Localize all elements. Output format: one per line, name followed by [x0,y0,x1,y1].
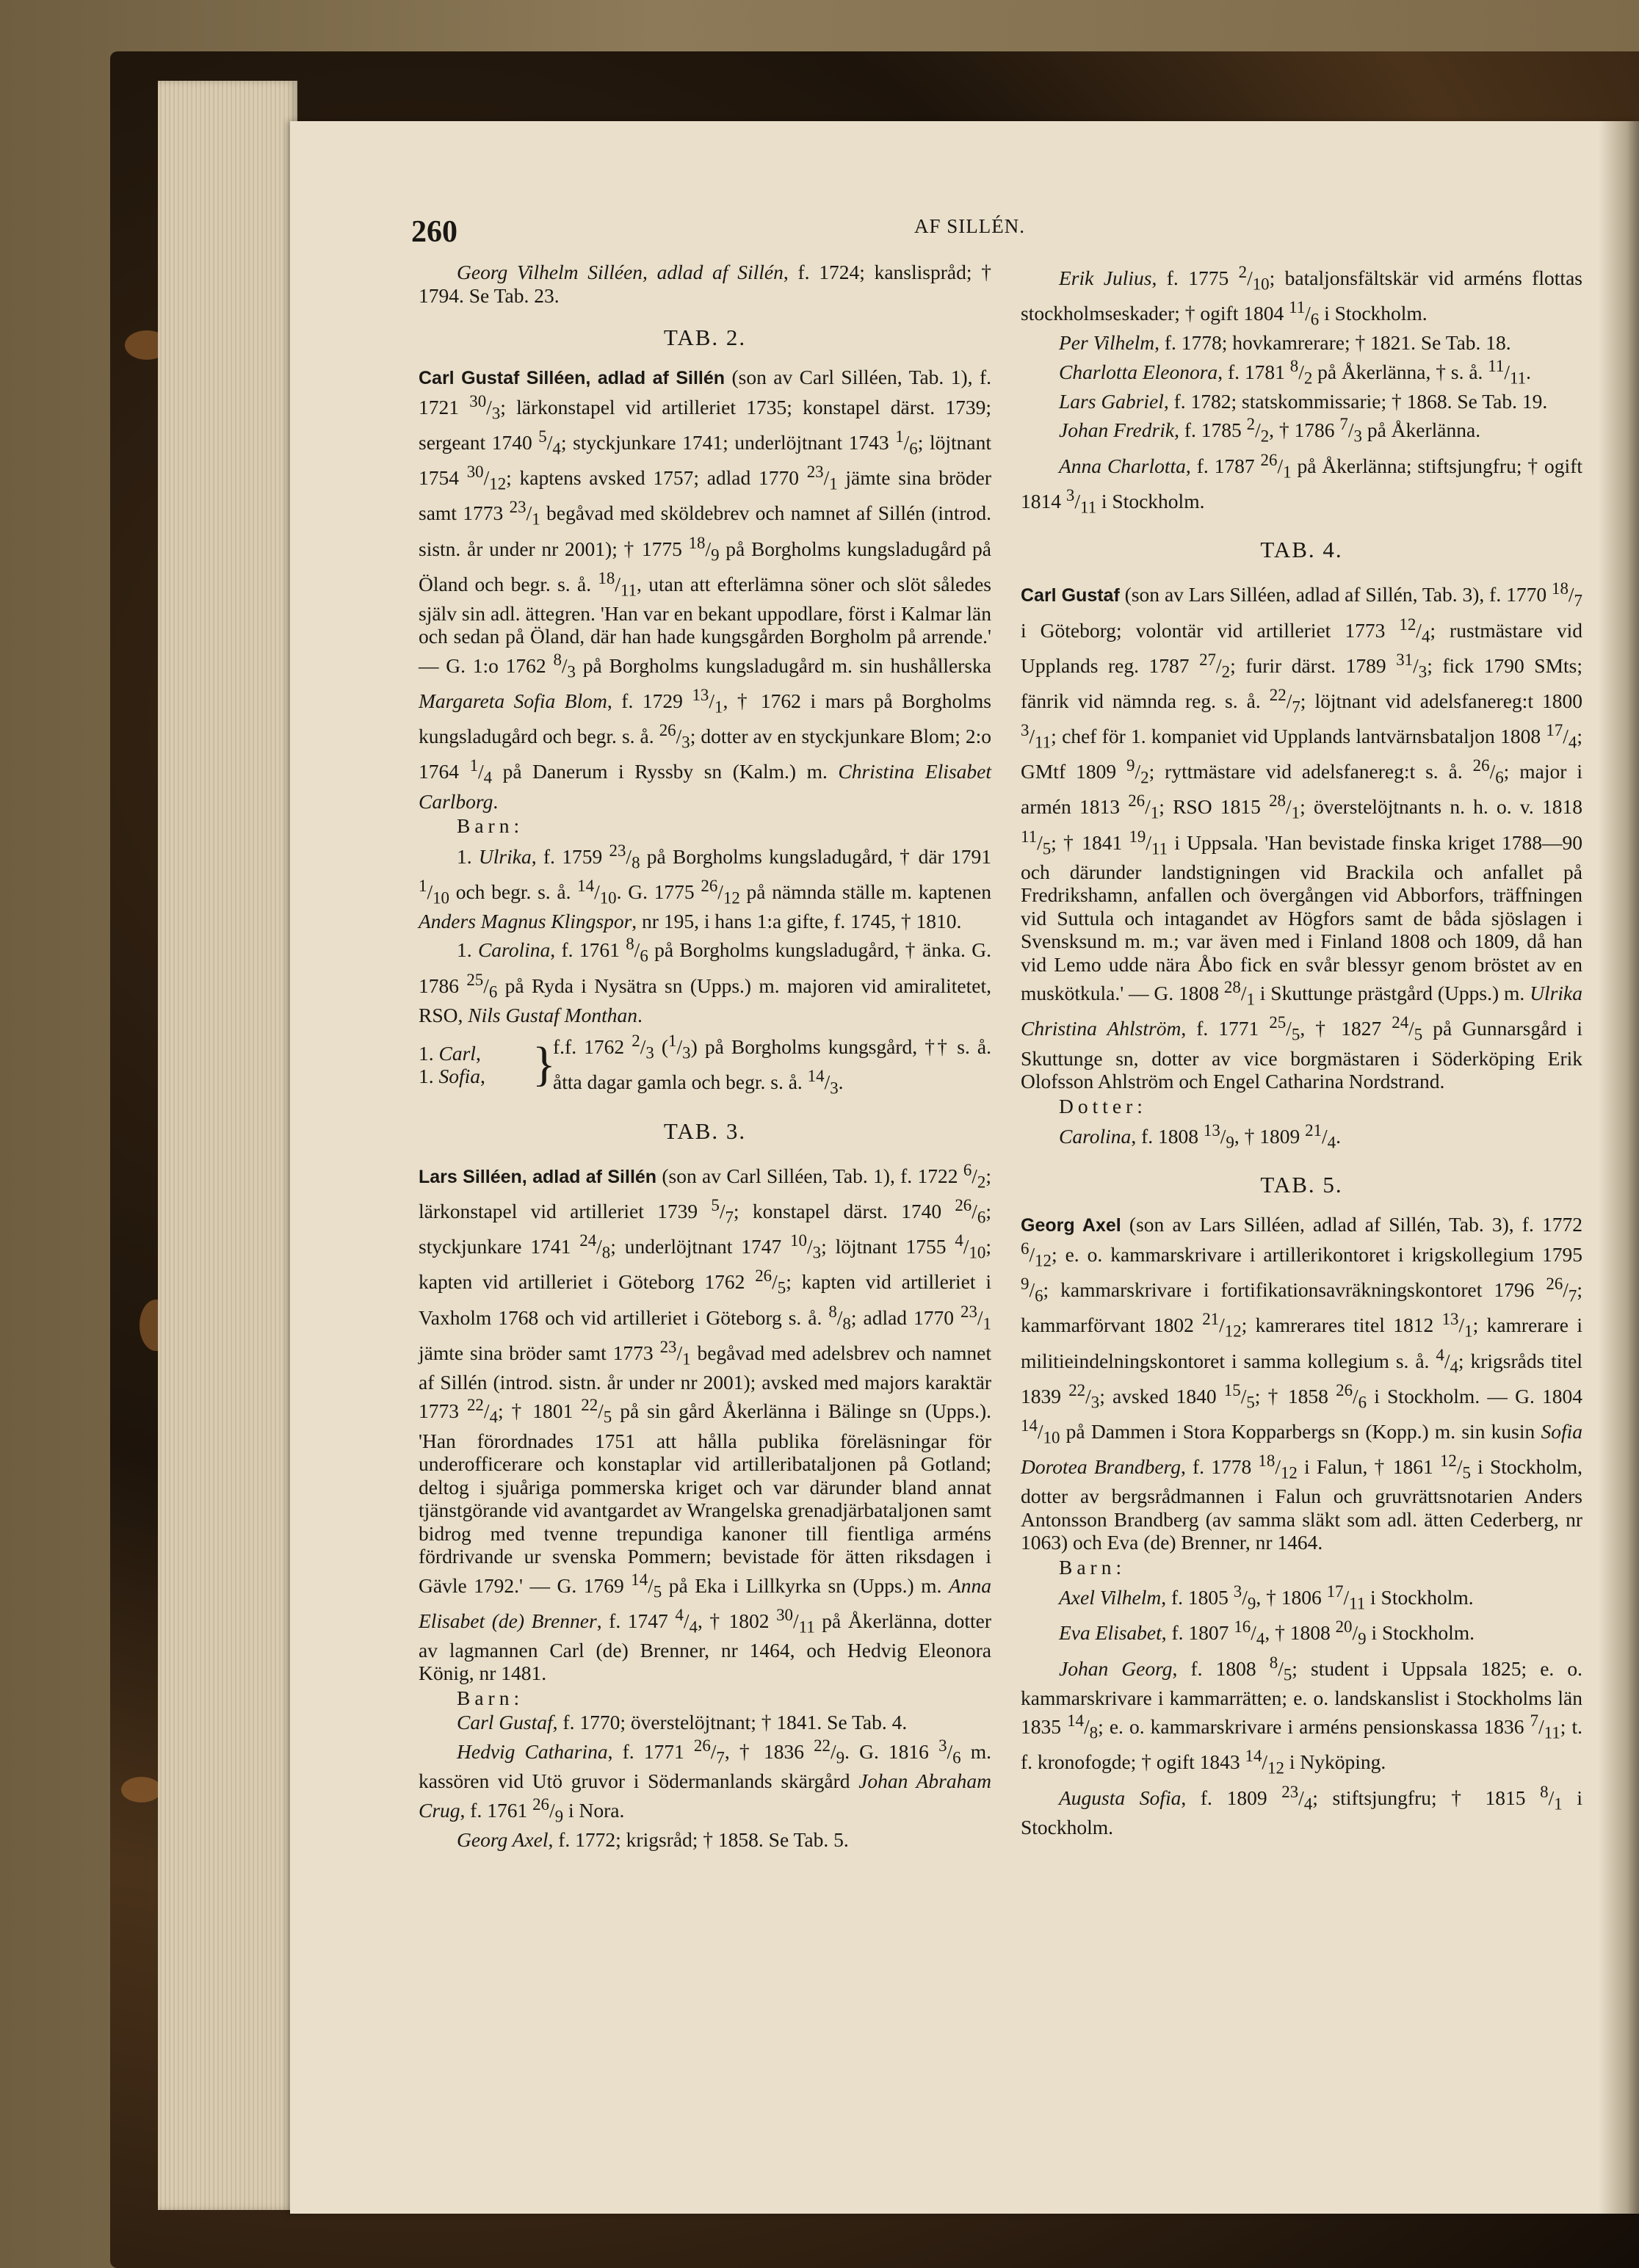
genealogy-entry: Axel Vilhelm, f. 1805 $^3/_9$, † 1806 $^{17}/_{11}$ i Stockholm. [1059,1582,1474,1613]
genealogy-entry: Carl Gustaf, f. 1770; överstelöjtnant; † 1841. Se Tab. 4. [457,1711,908,1734]
genealogy-entry: Augusta Sofia, f. 1809 $^{23}/_4$; stiftsjungfru; † 1815 $^8/_1$ i Stockholm. [1021,1782,1582,1838]
genealogy-entry: Charlotta Eleonora, f. 1781 $^8/_2$ på Åkerlänna, † s. å. $^{11}/_{11}$. [1059,356,1531,388]
right-column [1021,261,1582,1838]
marble-pattern [121,1777,162,1803]
genealogy-entry: Johan Georg, f. 1808 $^8/_5$; student i Uppsala 1825; e. o. kammarskrivare i kammarrätten; e. o. landskanslist i Stockholms län 1835 $^{14}/_8$; e. o. kammarskrivare i arméns pensionskassa 1836 $^7/_{11}$; t. f. kronofogde; † ogift 1843 $^{14}/_{12}$ i Nyköping. [1021,1653,1583,1778]
page-number: 260 [411,215,457,249]
genealogy-entry: Hedvig Catharina, f. 1771 $^{26}/_7$, † 1836 $^{22}/_9$. G. 1816 $^3/_6$ m. kassören vid Utö gruvor i Södermanlands skärgård Johan Abraham Crug, f. 1761 $^{26}/_9$ i Nora. [419,1736,991,1826]
genealogy-entry: Georg Axel (son av Lars Silléen, adlad af Sillén, Tab. 3), f. 1772 $^6/_{12}$; e. o. kammarskrivare i artillerikontoret i krigskollegium 1795 $^9/_6$; kammarskrivare i fortifikationsavräkningskontoret 1796 $^{26}/_7$; kammarförvant 1802 $^{21}/_{12}$; kamrerares titel 1812 $^{13}/_1$; kamrerare i militieindelningskontoret i samma kollegium s. å. $^4/_4$; krigsråds titel 1839 $^{22}/_3$; avsked 1840 $^{15}/_5$; † 1858 $^{26}/_6$ i Stockholm. — G. 1804 $^{14}/_{10}$ på Dammen i Stora Kopparbergs sn (Kopp.) m. sin kusin Sofia Dorotea Brandberg, f. 1778 $^{18}/_{12}$ i Falun, † 1861 $^{12}/_5$ i Stockholm, dotter av bergsrådmannen i Falun och gruvrättsnotarien Anders Antonsson Brandberg (av samma släkt som adl. ätten Cederberg, nr 1063) och Eva (de) Brenner, nr 1464. [1021,1212,1583,1554]
genealogy-entry: Carolina, f. 1808 $^{13}/_9$, † 1809 $^{21}/_4$. [1059,1121,1341,1152]
children-heading: Barn: [457,814,524,838]
left-column [419,261,991,1851]
genealogy-entry: 1. Carolina, f. 1761 $^8/_6$ på Borgholms kungsladugård, † änka. G. 1786 $^{25}/_6$ på Ryda i Nysätra sn (Upps.) m. majoren vid amiralitetet, RSO, Nils Gustaf Monthan. [419,935,992,1026]
page-edges [158,81,297,2210]
children-heading: Barn: [457,1686,524,1709]
table-heading: TAB. 2. [663,325,747,350]
genealogy-entry: Per Vilhelm, f. 1778; hovkamrerare; † 1821. Se Tab. 18. [1059,331,1511,355]
table-heading: TAB. 4. [1260,536,1343,562]
page-gutter-shadow [1599,121,1639,2214]
genealogy-entry: Carl Gustaf Silléen, adlad af Sillén (son av Carl Silléen, Tab. 1), f. 1721 $^{30}/_3$; lärkonstapel vid artilleriet 1735; konstapel därst. 1739; sergeant 1740 $^5/_4$; styckjunkare 1741; underlöjtnant 1743 $^1/_6$; löjtnant 1754 $^{30}/_{12}$; kaptens avsked 1757; adlad 1770 $^{23}/_1$ jämte sina bröder samt 1773 $^{23}/_1$ begåvad med sköldebrev och namnet af Sillén (introd. sistn. år under nr 2001); † 1775 $^{18}/_9$ på Borgholms kungsladugård på Öland och begr. s. å. $^{18}/_{11}$, utan att efterlämna söner och slöt således själv sin adl. ättegren. 'Han var en bekant uppodlare, först i Kalmar län och sedan på Öland, där han hade kungsgården Borgholm på arrende.' — G. 1:o 1762 $^8/_3$ på Borgholms kungsladugård m. sin hushållerska Margareta Sofia Blom, f. 1729 $^{13}/_1$, † 1762 i mars på Borgholms kungsladugård och begr. s. å. $^{26}/_3$; dotter av en styckjunkare Blom; 2:o 1764 $^1/_4$ på Danerum i Ryssby sn (Kalm.) m. Christina Elisabet Carlborg. [419,365,992,813]
genealogy-entry: Erik Julius, f. 1775 $^2/_{10}$; bataljonsfältskär vid arméns flottas stockholmseskader; † ogift 1804 $^{11}/_6$ i Stockholm. [1021,263,1582,329]
table-heading: TAB. 3. [663,1117,747,1144]
genealogy-entry: Georg Vilhelm Silléen, adlad af Sillén, f. 1724; kanslispråd; † 1794. Se Tab. 23. [419,261,991,307]
genealogy-entry: Eva Elisabet, f. 1807 $^{16}/_4$, † 1808 $^{20}/_9$ i Stockholm. [1059,1617,1475,1649]
genealogy-entry: Georg Axel, f. 1772; krigsråd; † 1858. Se Tab. 5. [457,1827,849,1851]
genealogy-entry: Carl Gustaf (son av Lars Silléen, adlad af Sillén, Tab. 3), f. 1770 $^{18}/_7$ i Göteborg; volontär vid artilleriet 1773 $^{12}/_4$; rustmästare vid Upplands reg. 1787 $^{27}/_2$; furir därst. 1789 $^{31}/_3$; fick 1790 SMts; fänrik vid nämnda reg. s. å. $^{22}/_7$; löjtnant vid adelsfanereg:t 1800 $^3/_{11}$; chef för 1. kompaniet vid Upplands lantvärnsbataljon 1808 $^{17}/_4$; GMtf 1809 $^9/_2$; ryttmästare vid adelsfanereg:t s. å. $^{26}/_6$; major i armén 1813 $^{26}/_1$; RSO 1815 $^{28}/_1$; överstelöjtnants n. h. o. v. 1818 $^{11}/_5$; † 1841 $^{19}/_{11}$ i Uppsala. 'Han bevistade finska kriget 1788—90 och därunder landstigningen vid Brackila och anfallet på Fredrikshamn, anfallen och övergången vid Abborfors, träffningen vid Suttula och intagandet av Högfors samt de båda sjöslagen i Svensksund m. m.; var även med i Finland 1808 och 1809, då han vid Lemo udde nära Åbo fick en svår blessyr genom bröstet av en muskötkula.' — G. 1808 $^{28}/_1$ i Skuttunge prästgård (Upps.) m. Ulrika Christina Ahlström, f. 1771 $^{25}/_5$, † 1827 $^{24}/_5$ på Gunnarsgård i Skuttunge sn, dotter av vice borgmästaren i Söderköping Erik Olofsson Ahlström och Engel Catharina Nordstrand. [1021,579,1583,1093]
genealogy-entry: Johan Fredrik, f. 1785 $^2/_2$, † 1786 $^7/_3$ på Åkerlänna. [1059,415,1481,446]
children-heading: Dotter: [1059,1094,1147,1117]
book-page [290,121,1639,2214]
running-head: AF SILLÉN. [914,215,1025,237]
twin-entry [419,1029,991,1100]
twin-text: f.f. 1762 $^2/_3$ $(^1/_3)$ på Borgholms kungsgård, †† s. å. åtta dagar gamla och begr. s. å. $^{14}/_3$. [553,1032,991,1098]
brace-glyph: } [532,1037,556,1092]
children-heading: Barn: [1059,1555,1126,1579]
genealogy-entry: Lars Gabriel, f. 1782; statskommissarie; † 1868. Se Tab. 19. [1059,389,1548,413]
genealogy-entry: 1. Ulrika, f. 1759 $^{23}/_8$ på Borgholms kungsladugård, † där 1791 $^1/_{10}$ och begr. s. å. $^{14}/_{10}$. G. 1775 $^{26}/_{12}$ på nämnda ställe m. kaptenen Anders Magnus Klingspor, nr 195, i hans 1:a gifte, f. 1745, † 1810. [419,841,992,932]
genealogy-entry: Lars Silléen, adlad af Sillén (son av Carl Silléen, Tab. 1), f. 1722 $^6/_2$; lärkonstapel vid artilleriet 1739 $^5/_7$; konstapel därst. 1740 $^{26}/_6$; styckjunkare 1741 $^{24}/_8$; underlöjtnant 1747 $^{10}/_3$; löjtnant 1755 $^4/_{10}$; kapten vid artilleriet i Göteborg 1762 $^{26}/_5$; kapten vid artilleriet i Vaxholm 1768 och vid artilleriet i Göteborg s. å. $^8/_8$; adlad 1770 $^{23}/_1$ jämte sina bröder samt 1773 $^{23}/_1$ begåvad med adelsbrev och namnet af Sillén (introd. sistn. år under nr 2001); avsked med majors karaktär 1773 $^{22}/_4$; † 1801 $^{22}/_5$ på sin gård Åkerlänna i Bälinge sn (Upps.). 'Han förordnades 1751 att hålla publika föreläsningar för underofficerare och konstaplar vid artilleribataljonen på Gotland; deltog i sjuåriga pommerska kriget och var därunder bland annat tjänstgörande vid avantgardet av Wrangelska grenadjärbataljonen samt bidrog med tvenne trepundiga kanoner till fientliga arméns fördrivande ur svenska Pommern; bevistade för ätten riksdagen i Gävle 1792.' — G. 1769 $^{14}/_5$ på Eka i Lillkyrka sn (Upps.) m. Anna Elisabet (de) Brenner, f. 1747 $^4/_4$, † 1802 $^{30}/_{11}$ på Åkerlänna, dotter av lagmannen Carl (de) Brenner, nr 1464, och Hedvig Eleonora König, nr 1481. [419,1161,992,1685]
genealogy-entry: Anna Charlotta, f. 1787 $^{26}/_1$ på Åkerlänna; stiftsjungfru; † ogift 1814 $^3/_{11}$ i Stockholm. [1021,450,1582,517]
table-heading: TAB. 5. [1260,1172,1343,1198]
twin-names: 1. Carl, 1. Sofia, [419,1041,485,1088]
